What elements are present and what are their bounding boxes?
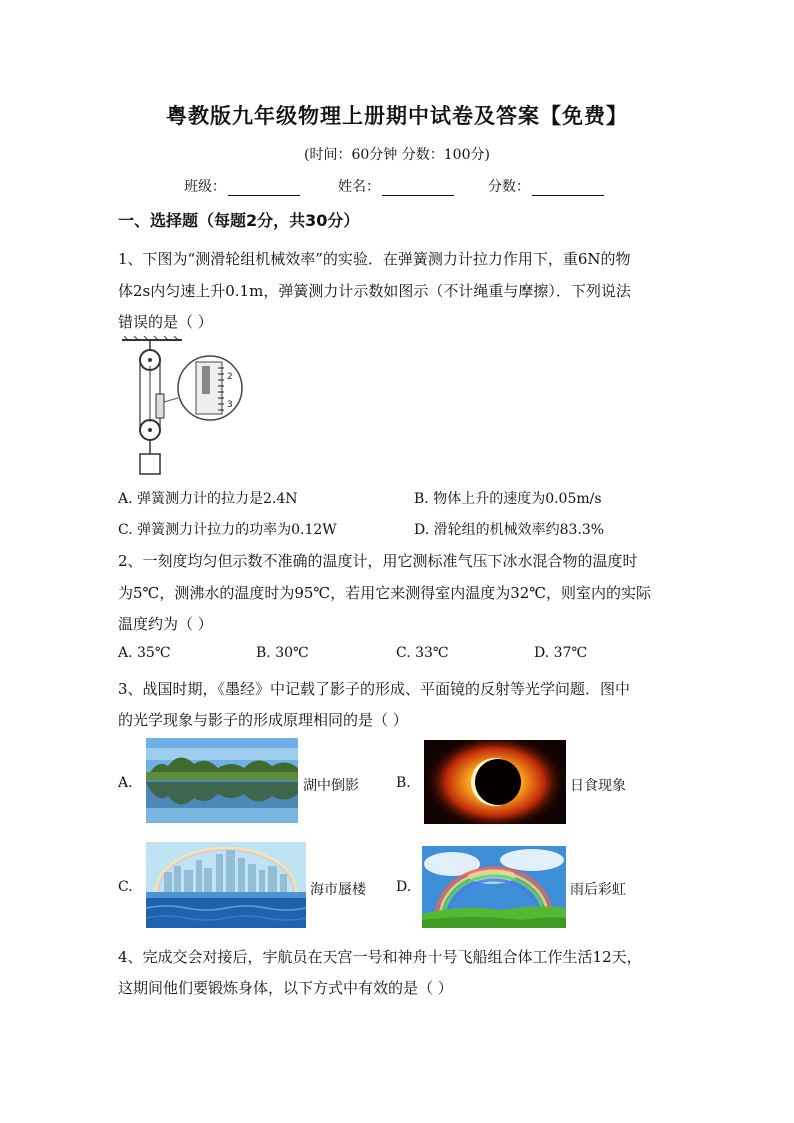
q4-line-1: 4、完成交会对接后，宇航员在天宫一号和神舟十号飞船组合体工作生活12天，	[118, 948, 642, 966]
class-blank	[228, 181, 300, 196]
q3-option-a-letter: A.	[118, 775, 133, 791]
q3-option-d-caption: 雨后彩虹	[570, 882, 626, 898]
q3-option-c-letter: C.	[118, 879, 133, 895]
q3-line-2: 的光学现象与影子的形成原理相同的是（ ）	[118, 711, 408, 729]
scale-label-2: 2	[227, 372, 233, 382]
score-field	[488, 176, 604, 196]
q2-line-1: 2、一刻度均匀但示数不准确的温度计，用它测标准气压下冰水混合物的温度时	[118, 552, 638, 570]
q1-option-b: B. 物体上升的速度为0.05m/s	[414, 491, 602, 507]
q4-line-2: 这期间他们要锻炼身体，以下方式中有效的是（ ）	[118, 979, 453, 997]
q1-option-c: C. 弹簧测力计拉力的功率为0.12W	[118, 522, 337, 538]
score-label: 分数：	[488, 179, 530, 195]
class-field	[184, 176, 300, 196]
q3-option-c-caption: 海市蜃楼	[310, 882, 366, 898]
score-blank	[532, 181, 604, 196]
q2-line-3: 温度约为（ ）	[118, 615, 213, 633]
q3-option-a-caption: 湖中倒影	[303, 778, 359, 794]
name-label: 姓名：	[338, 179, 380, 195]
q2-option-c: C. 33℃	[396, 645, 449, 661]
section-heading: 一、选择题（每题2分，共30分）	[118, 211, 360, 230]
q3-option-d-letter: D.	[396, 879, 412, 895]
q1-line-1: 1、下图为“测滑轮组机械效率”的实验．在弹簧测力计拉力作用下，重6N的物	[118, 250, 631, 268]
rainbow-photo	[422, 846, 566, 928]
q2-option-b: B. 30℃	[256, 645, 309, 661]
q1-line-2: 体2s内匀速上升0.1m，弹簧测力计示数如图示（不计绳重与摩擦）．下列说法	[118, 282, 631, 300]
q3-option-b-caption: 日食现象	[570, 778, 626, 794]
q2-line-2: 为5℃，测沸水的温度时为95℃，若用它来测得室内温度为32℃，则室内的实际	[118, 584, 652, 602]
q1-option-a: A. 弹簧测力计的拉力是2.4N	[118, 491, 298, 507]
q1-line-3: 错误的是（ ）	[118, 313, 213, 331]
name-field	[338, 176, 454, 196]
q2-option-a: A. 35℃	[118, 645, 171, 661]
q3-line-1: 3、战国时期，《墨经》中记载了影子的形成、平面镜的反射等光学问题．图中	[118, 680, 631, 698]
q1-option-d: D. 滑轮组的机械效率约83.3%	[414, 522, 605, 538]
q3-option-b-letter: B.	[396, 775, 411, 791]
lake-reflection-photo	[146, 738, 298, 823]
mirage-photo	[146, 842, 306, 928]
exam-meta: (时间：60分钟 分数：100分)	[304, 147, 490, 163]
class-label: 班级：	[184, 179, 226, 195]
solar-eclipse-photo	[424, 740, 566, 824]
name-blank	[382, 181, 454, 196]
q2-option-d: D. 37℃	[534, 645, 588, 661]
scale-label-3: 3	[227, 400, 233, 410]
page-title: 粤教版九年级物理上册期中试卷及答案【免费】	[166, 104, 628, 128]
pulley-figure	[120, 336, 244, 478]
